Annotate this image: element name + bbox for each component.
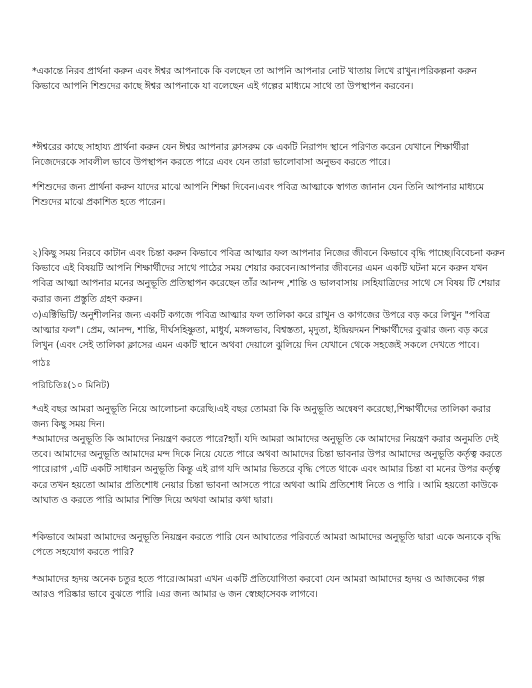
lesson-heading: পাঠঃ bbox=[32, 358, 51, 369]
introduction-heading: পরিচিতিঃ(১০ মিনিট) bbox=[32, 380, 110, 391]
reflection-paragraph: ২)কিছু সময় নিরবে কাটান এবং চিন্তা করুন কিভাবে পবিত্র আত্মার ফল আপনার নিজের জীবনে কিভাবে বৃদ্ধি পাচ্ছে।বিবেচনা করুন কিভাবে এই বিষয়টি আপনি শিক্ষার্থীদের সাথে পাঠের সময় শেয়ার করবেন।আপনার জীবনের এমন একটি ঘটনা মনে করুন যখন পবিত্র আত্মা আপনার মনের অনুভূতি প্রতিস্থাপন করেছেন তাঁর আনন্দ ,শান্তি ও ভালবাসায় ।সহিযাত্রিদের সাথে সে বিষয় টি শেয়ার করার জন্য প্রস্তুতি গ্রহণ করুন। bbox=[32, 248, 505, 305]
activity-paragraph: ৩)এক্টিভিটি/ অনুশীলনির জন্য একটি কগজে পবিত্র আত্মার ফল তালিকা করে রাখুন ও কাগজের উপরে বড় করে লিখুন "পবিত্র আত্মার ফল"। প্রেম, আনন্দ, শান্তি, দীর্ঘসহিষ্ণুতা, মাধুর্য, মঙ্গলভাব, বিশ্বস্ততা, মৃদুতা, ইন্দ্রিয়দমন শিক্ষার্থীদের বুঝার জন্য বড় করে লিখুন (এবং সেই তালিকা ক্লাসের এমন একটি স্থানে অথবা দেয়ালে ঝুলিয়ে দিন যেখানে থেকে সহজেই সকলে দেখতে পাবে। bbox=[32, 310, 490, 352]
prayer-paragraph-1: *একান্তে নিরব প্রার্থনা করুন এবং ঈশ্বর আপনাকে কি বলছেন তা আপনি আপনার নোট খাতায় লিখে রাখুন।পরিকল্পনা করুন কিভাবে আপনি শিশুদের কাছে ঈশ্বর আপনাকে যা বলেছেন এই গল্পের মাধ্যমে সাথে তা উপস্থাপন করবেন। bbox=[32, 66, 477, 93]
prayer-paragraph-3: *শিশুদের জন্য প্রার্থনা করুন যাদের মাঝে আপনি শিক্ষা দিবেন।এবং পবিত্র আত্মাকে স্বাগত জানান যেন তিনি আপনার মাধ্যমে শিশুদের মাঝে প্রকাশিত হতে পারেন। bbox=[32, 182, 484, 209]
feelings-question-paragraph: *কিভাবে আমরা আমাদের অনুভূতি নিয়ন্ত্রন করতে পারি যেন আঘাতের পরিবর্তে আমরা আমাদের অনুভূতি দ্বারা একে অন্যকে বৃদ্ধি পেতে সহযোগ করতে পারি? bbox=[32, 532, 501, 559]
feelings-control-paragraph: *আমাদের অনুভূতি কি আমাদের নিয়ন্ত্রণ করতে পারে?হ্যাঁ। যদি আমরা আমাদের অনুভূতি কে আমাদের নিয়ন্ত্রণ করার অনুমতি দেই তবে। আমাদের অনুভূতি আমাদের মন্দ দিকে নিয়ে যেতে পারে অথবা আমাদের চিন্তা ভাবনার উপর আমাদের অনুভূতি কর্তৃত্ব করতে পারে।রাগ ,এটি একটি সাধারন অনুভূতি কিন্তু এই রাগ যদি আমার ভিতরে বৃদ্ধি পেতে থাকে এবং আমার চিন্তা বা মনের উপর কর্তৃত্ব করে তখন হয়তো আমার প্রতিশোধ নেয়ার চিন্তা ভাবনা আসতে পারে অথবা আমি প্রতিশোধ নিতে ও পারি । আমি হয়তো কাউকে আঘাত ও করতে পারি আমার শিক্তি দিয়ে অথবা আমার কথা দ্বারা। bbox=[32, 434, 502, 506]
feelings-discussion-paragraph: *এই বছর আমরা অনুভূতি নিয়ে আলোচনা করেছি।এই বছর তোমরা কি কি অনুভূতি অন্বেষণ করেছো,শিক্ষার্থীদের তালিকা করার জন্য কিছু সময় দিন। bbox=[32, 404, 491, 431]
prayer-paragraph-2: *ঈশ্বরের কাছে সাহায্য প্রার্থনা করুন যেন ঈশ্বর আপনার ক্লাসরুম কে একটি নিরাপদ স্থানে পরিণত করেন যেখানে শিক্ষার্থীরা নিজেদেরকে সাবলীল ভাবে উপস্থাপন করতে পারে এবং যেন তারা ভালোবাসা অনুভব করতে পারে। bbox=[32, 142, 469, 169]
competition-paragraph: *আমাদের হৃদয় অনেক চতুর হতে পারে।আমরা এখন একটি প্রতিযোগিতা করবো যেন আমরা আমাদের হৃদয় ও আজকের গল্প আরও পরিষ্কার ভাবে বুঝতে পারি ।এর জন্য আমার ৬ জন স্বেচ্ছাসেবক লাগবে। bbox=[32, 574, 485, 601]
